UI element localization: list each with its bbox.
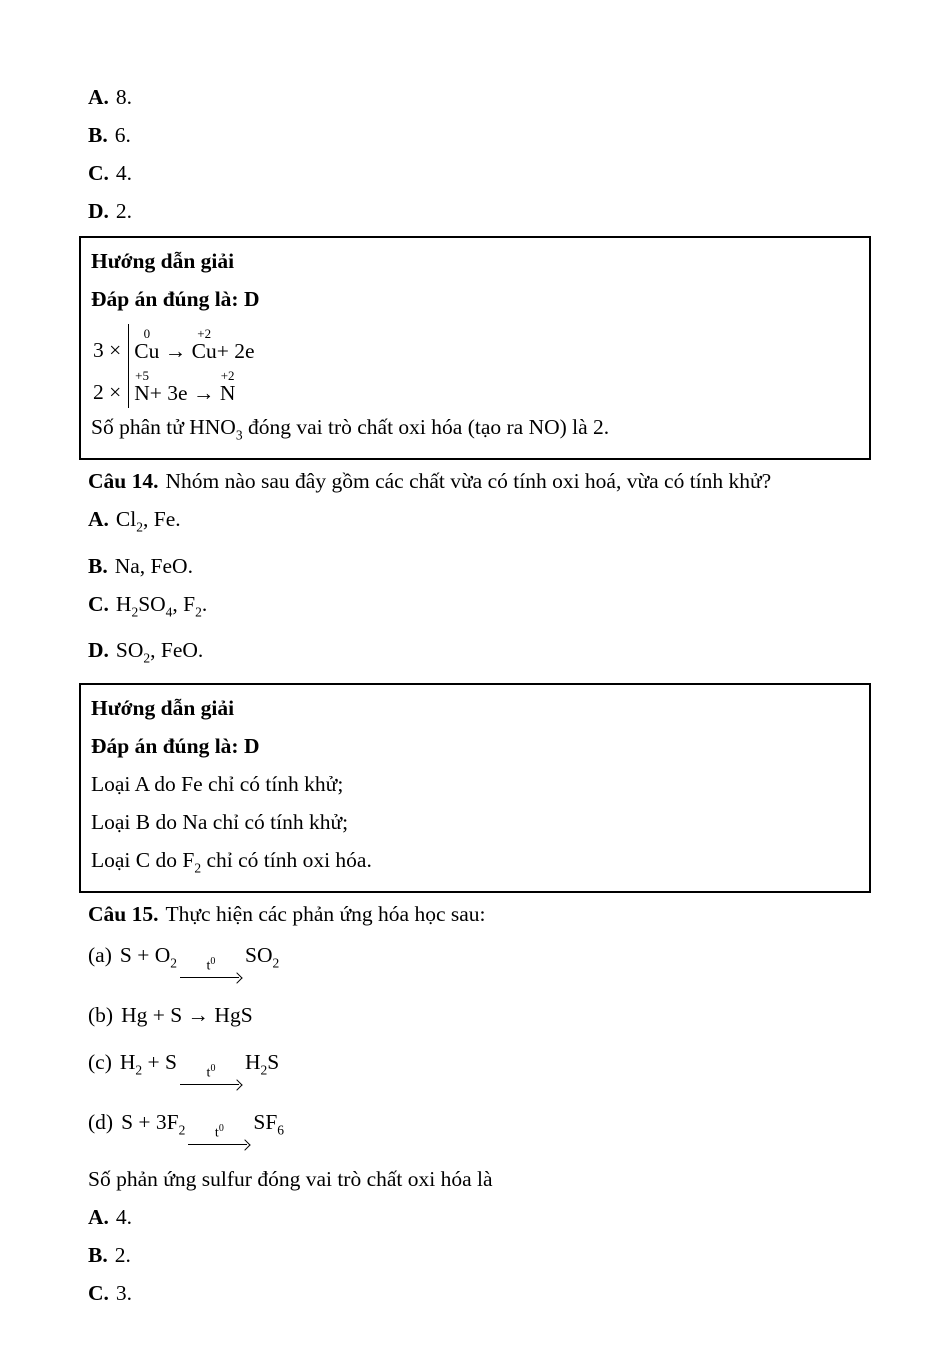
reaction-tag: (a) [88, 943, 112, 968]
reaction-c [88, 1046, 882, 1091]
option-text: 2. [114, 1243, 131, 1268]
solution-heading: Hướng dẫn giải [91, 696, 235, 721]
q13-option-b [88, 122, 882, 148]
option-label: B. [88, 123, 108, 147]
oxidation-state-element: +5 N [134, 367, 150, 405]
option-label: C. [88, 1281, 109, 1306]
q14-option-b [88, 553, 882, 579]
temperature-arrow: $t^0$ [188, 1123, 250, 1152]
solution-conclusion: Số phân tử $HNO_3$ đóng vai trò chất oxi hóa (tạo ra NO) là 2. [91, 415, 610, 443]
question-text: Thực hiện các phản ứng hóa học sau: [165, 902, 486, 927]
electron-balance-equations [93, 324, 857, 408]
option-label: A. [88, 85, 109, 109]
temperature-arrow: $t^0$ [180, 1063, 242, 1092]
reaction-tag: (d) [88, 1110, 114, 1135]
solution-box-q13 [79, 236, 871, 460]
option-text: 4. [115, 161, 133, 185]
half-equation-reduction: +5 N+ 3e → +2 N [128, 366, 254, 408]
q14-option-c [88, 591, 882, 625]
option-text: 6. [114, 123, 131, 147]
solution-box-q14 [79, 683, 871, 893]
reaction-tag: (c) [88, 1050, 112, 1075]
q15-option-a [88, 1204, 882, 1230]
solution-reason-b: Loại B do Na chỉ có tính khử; [91, 810, 349, 835]
option-text: 4. [115, 1205, 133, 1230]
option-text: 3. [115, 1281, 133, 1306]
option-label: B. [88, 1243, 108, 1268]
option-label: B. [88, 553, 108, 578]
q13-option-c [88, 160, 882, 186]
reaction-tag: (b) [88, 1003, 114, 1028]
solution-heading: Hướng dẫn giải [91, 249, 235, 273]
solution-reason-a: Loại A do Fe chỉ có tính khử; [91, 772, 344, 797]
reaction-formula: $S + 3F_2$ $t^0$ $SF_6$ [121, 1110, 284, 1134]
option-label: C. [88, 161, 109, 185]
option-label: A. [88, 1205, 109, 1230]
reaction-d [88, 1106, 882, 1151]
option-text: $H_2SO_4$, $F_2$. [115, 591, 208, 619]
question-text: Nhóm nào sau đây gồm các chất vừa có tính oxi hoá, vừa có tính khử? [165, 469, 772, 494]
option-label: D. [88, 199, 109, 223]
q14-option-a [88, 506, 882, 540]
question-number: Câu 15. [88, 902, 159, 927]
equation-multiplier: 2 × [93, 380, 122, 404]
solution-reason-c: Loại C do $F_2$ chỉ có tính oxi hóa. [91, 848, 372, 876]
reaction-formula: Hg + S → HgS [121, 1003, 253, 1028]
oxidation-state-element: +2 N [219, 367, 236, 405]
q14-option-d [88, 637, 882, 671]
question-15-header [88, 901, 882, 927]
option-text: $SO_2$, FeO. [115, 637, 204, 666]
reaction-b [88, 999, 882, 1031]
option-label: A. [88, 507, 109, 532]
equation-multiplier: 3 × [93, 338, 122, 362]
option-text: $Cl_2$, Fe. [115, 507, 181, 535]
half-equation-oxidation: 0 Cu → +2 Cu+ 2e [128, 324, 254, 366]
oxidation-state-element: 0 Cu [134, 325, 160, 363]
reaction-a [88, 939, 882, 984]
question-14-header [88, 468, 882, 494]
q13-option-a [88, 84, 882, 110]
option-text: 2. [115, 199, 133, 223]
reaction-formula: $S + O_2$ $t^0$ $SO_2$ [120, 943, 279, 967]
question-number: Câu 14. [88, 469, 159, 494]
solution-answer: Đáp án đúng là: D [91, 287, 260, 311]
q13-option-d [88, 198, 882, 224]
option-label: C. [88, 591, 109, 616]
option-label: D. [88, 637, 109, 662]
question-15-stem: Số phản ứng sulfur đóng vai trò chất oxi hóa là [88, 1167, 493, 1192]
q15-option-b [88, 1242, 882, 1268]
option-text: 8. [115, 85, 133, 109]
temperature-arrow: $t^0$ [180, 956, 242, 985]
q15-option-c [88, 1280, 882, 1306]
option-text: Na, FeO. [114, 553, 193, 578]
solution-answer: Đáp án đúng là: D [91, 734, 260, 759]
reaction-formula: $H_2 + S$ $t^0$ $H_2S$ [120, 1050, 279, 1074]
oxidation-state-element: +2 Cu [191, 325, 217, 363]
